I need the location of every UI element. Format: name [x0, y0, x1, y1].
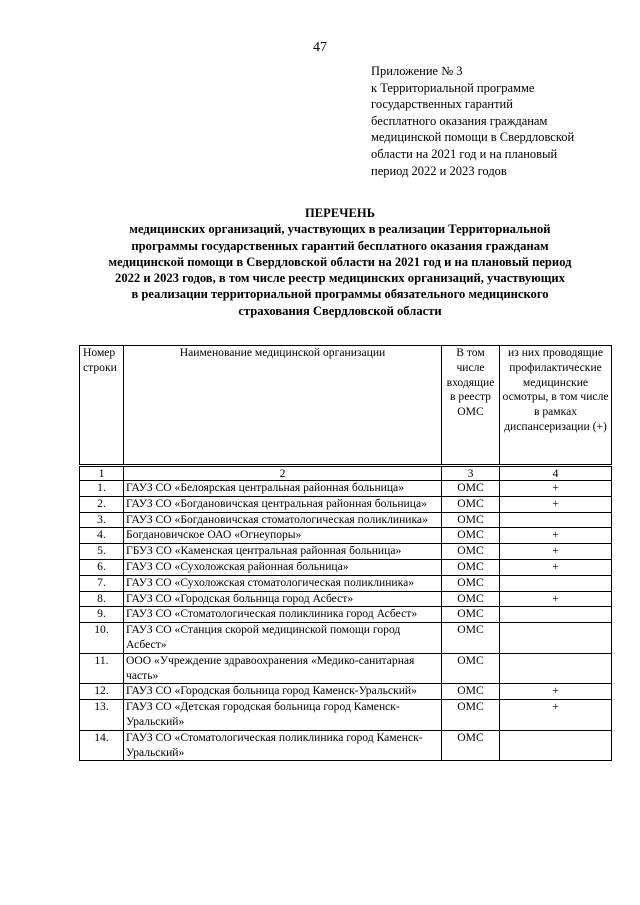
table-header-row [80, 346, 612, 466]
prof-flag: + [500, 700, 612, 731]
organization-name: ГАУЗ СО «Богдановичская стоматологическая поликлиника» [124, 512, 442, 528]
row-number: 3. [80, 512, 124, 528]
table-row [80, 730, 612, 761]
title-line: страхования Свердловской области [238, 303, 442, 318]
column-number: 2 [124, 466, 442, 481]
table-row [80, 607, 612, 623]
table-row [80, 684, 612, 700]
table-row [80, 481, 612, 497]
prof-flag [500, 623, 612, 654]
organization-name: ГАУЗ СО «Станция скорой медицинской помощи город Асбест» [124, 623, 442, 654]
row-number: 11. [80, 653, 124, 684]
organization-name: ГАУЗ СО «Детская городская больница город Каменск-Уральский» [124, 700, 442, 731]
prof-flag [500, 607, 612, 623]
organization-name: ООО «Учреждение здравоохранения «Медико-санитарная часть» [124, 653, 442, 684]
table-row [80, 544, 612, 560]
prof-flag [500, 730, 612, 761]
row-number: 9. [80, 607, 124, 623]
organization-name: ГАУЗ СО «Сухоложская стоматологическая поликлиника» [124, 575, 442, 591]
prof-flag: + [500, 481, 612, 497]
prof-flag [500, 575, 612, 591]
oms-flag: ОМС [442, 700, 500, 731]
oms-flag: ОМС [442, 623, 500, 654]
row-number: 5. [80, 544, 124, 560]
prof-flag: + [500, 544, 612, 560]
header-prof: из них проводящие профилактические медицинские осмотры, в том числе в рамках диспансеризации (+) [500, 346, 612, 466]
organization-name: ГАУЗ СО «Стоматологическая поликлиника город Асбест» [124, 607, 442, 623]
oms-flag: ОМС [442, 653, 500, 684]
column-number: 3 [442, 466, 500, 481]
oms-flag: ОМС [442, 730, 500, 761]
table-row [80, 512, 612, 528]
table-row [80, 575, 612, 591]
oms-flag: ОМС [442, 544, 500, 560]
table-row [80, 623, 612, 654]
organization-name: Богдановичское ОАО «Огнеупоры» [124, 528, 442, 544]
organization-name: ГБУЗ СО «Каменская центральная районная больница» [124, 544, 442, 560]
header-name: Наименование медицинской организации [124, 346, 442, 466]
table-row [80, 700, 612, 731]
appendix-line: государственных гарантий [371, 97, 513, 112]
title-line: в реализации территориальной программы обязательного медицинского [131, 287, 549, 302]
oms-flag: ОМС [442, 528, 500, 544]
row-number: 12. [80, 684, 124, 700]
prof-flag: + [500, 559, 612, 575]
oms-flag: ОМС [442, 684, 500, 700]
prof-flag [500, 653, 612, 684]
organization-name: ГАУЗ СО «Богдановичская центральная районная больница» [124, 496, 442, 512]
title-line: программы государственных гарантий бесплатного оказания гражданам [131, 238, 549, 253]
table-row [80, 591, 612, 607]
organization-name: ГАУЗ СО «Городская больница город Асбест» [124, 591, 442, 607]
appendix-line: медицинской помощи в Свердловской [371, 130, 575, 145]
document-title [80, 205, 600, 319]
prof-flag: + [500, 496, 612, 512]
appendix-line: области на 2021 год и на плановый [371, 146, 558, 161]
oms-flag: ОМС [442, 512, 500, 528]
appendix-line: Приложение № 3 [371, 64, 463, 78]
oms-flag: ОМС [442, 481, 500, 497]
column-number: 4 [500, 466, 612, 481]
row-number: 10. [80, 623, 124, 654]
table-row [80, 496, 612, 512]
row-number: 7. [80, 575, 124, 591]
table-row [80, 528, 612, 544]
appendix-note [371, 63, 621, 179]
oms-flag: ОМС [442, 607, 500, 623]
appendix-line: к Территориальной программе [371, 80, 535, 95]
organizations-table [79, 345, 612, 761]
appendix-line: период 2022 и 2023 годов [371, 163, 507, 178]
organization-name: ГАУЗ СО «Стоматологическая поликлиника город Каменск-Уральский» [124, 730, 442, 761]
oms-flag: ОМС [442, 496, 500, 512]
title-line: медицинской помощи в Свердловской области на 2021 год и на плановый период [108, 254, 572, 269]
column-number: 1 [80, 466, 124, 481]
table-row [80, 653, 612, 684]
organization-name: ГАУЗ СО «Белоярская центральная районная больница» [124, 481, 442, 497]
organization-name: ГАУЗ СО «Городская больница город Каменск-Уральский» [124, 684, 442, 700]
table-row [80, 559, 612, 575]
row-number: 14. [80, 730, 124, 761]
appendix-line: бесплатного оказания гражданам [371, 113, 548, 128]
title-line: 2022 и 2023 годов, в том числе реестр медицинских организаций, участвующих [115, 271, 565, 286]
oms-flag: ОМС [442, 559, 500, 575]
title-line: медицинских организаций, участвующих в реализации Территориальной [129, 222, 551, 237]
header-oms: В том числе входящие в реестр ОМС [442, 346, 500, 466]
row-number: 6. [80, 559, 124, 575]
title-heading: ПЕРЕЧЕНЬ [304, 206, 376, 220]
row-number: 2. [80, 496, 124, 512]
column-numbering-row [80, 466, 612, 481]
oms-flag: ОМС [442, 591, 500, 607]
row-number: 8. [80, 591, 124, 607]
header-number: Номер строки [80, 346, 124, 466]
organization-name: ГАУЗ СО «Сухоложская районная больница» [124, 559, 442, 575]
prof-flag: + [500, 591, 612, 607]
prof-flag: + [500, 528, 612, 544]
row-number: 13. [80, 700, 124, 731]
page-number: 47 [313, 40, 327, 55]
row-number: 1. [80, 481, 124, 497]
row-number: 4. [80, 528, 124, 544]
oms-flag: ОМС [442, 575, 500, 591]
prof-flag [500, 512, 612, 528]
prof-flag: + [500, 684, 612, 700]
